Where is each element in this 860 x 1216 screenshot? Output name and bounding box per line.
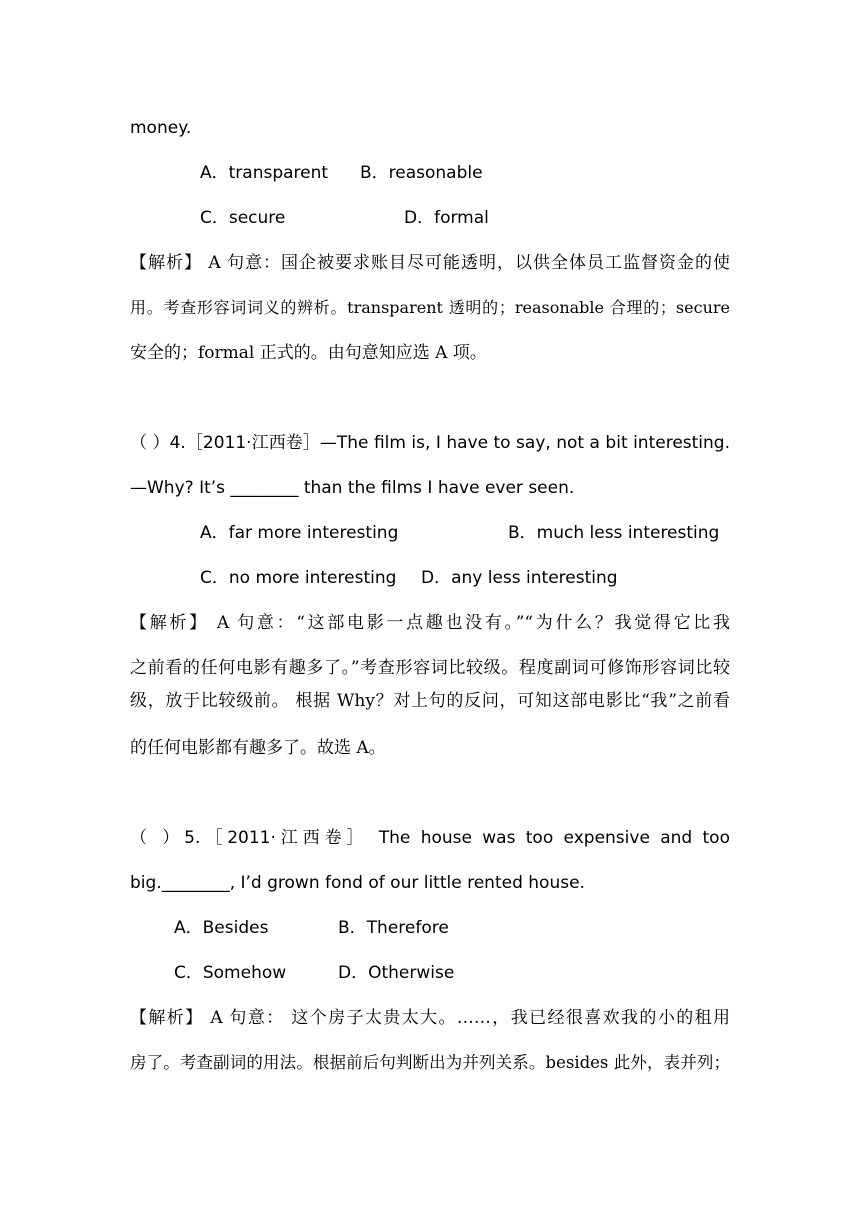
q3-stem-continuation: money. xyxy=(130,118,192,138)
q4-question-line-1: （ ）4.［2011·江西卷］—The film is, I have to say, not a bit interesting. xyxy=(130,433,730,453)
q3-analysis-line-1: 【解析】 A 句意：国企被要求账目尽可能透明，以供全体员工监督资金的使 xyxy=(130,253,730,273)
q4-option-b: B．much less interesting xyxy=(508,523,720,543)
q5-analysis-line-1: 【解析】 A 句意： 这个房子太贵太大。……，我已经很喜欢我的小的租用 xyxy=(130,1008,730,1028)
q4-option-a: A．far more interesting xyxy=(200,523,399,543)
q3-analysis-line-2: 用。考查形容词词义的辨析。transparent 透明的；reasonable 合理的；secure xyxy=(130,298,730,317)
q5-question-line-1: （ ）5.［2011·江西卷］ The house was too expensive and too xyxy=(130,828,730,848)
q5-option-d: D．Otherwise xyxy=(338,963,455,983)
q4-option-d: D．any less interesting xyxy=(421,568,618,588)
q4-analysis-line-3: 级，放于比较级前。 根据 Why？对上句的反问，可知这部电影比“我”之前看 xyxy=(130,691,730,711)
q3-option-d: D．formal xyxy=(404,208,489,228)
q5-option-b: B．Therefore xyxy=(338,918,449,938)
q3-option-c: C．secure xyxy=(200,208,286,228)
q3-option-b: B．reasonable xyxy=(360,163,483,183)
q5-option-c: C．Somehow xyxy=(174,963,287,983)
q4-option-c: C．no more interesting xyxy=(200,568,397,588)
q4-question-line-2: —Why? It’s ________ than the films I have ever seen. xyxy=(130,478,575,498)
q3-analysis-line-3: 安全的；formal 正式的。由句意知应选 A 项。 xyxy=(130,343,487,363)
q4-analysis-line-4: 的任何电影都有趣多了。故选 A。 xyxy=(130,738,386,758)
q5-question-line-2: big.________, I’d grown fond of our little rented house. xyxy=(130,873,585,893)
q4-analysis-line-1: 【解析】 A 句意：“这部电影一点趣也没有。”“为什么？我觉得它比我 xyxy=(130,613,730,633)
q5-option-a: A．Besides xyxy=(174,918,269,938)
q5-analysis-line-2: 房了。考查副词的用法。根据前后句判断出为并列关系。besides 此外，表并列； xyxy=(130,1053,730,1072)
q3-option-a: A．transparent xyxy=(200,163,329,183)
q4-analysis-line-2: 之前看的任何电影有趣多了。”考查形容词比较级。程度副词可修饰形容词比较 xyxy=(130,658,730,678)
